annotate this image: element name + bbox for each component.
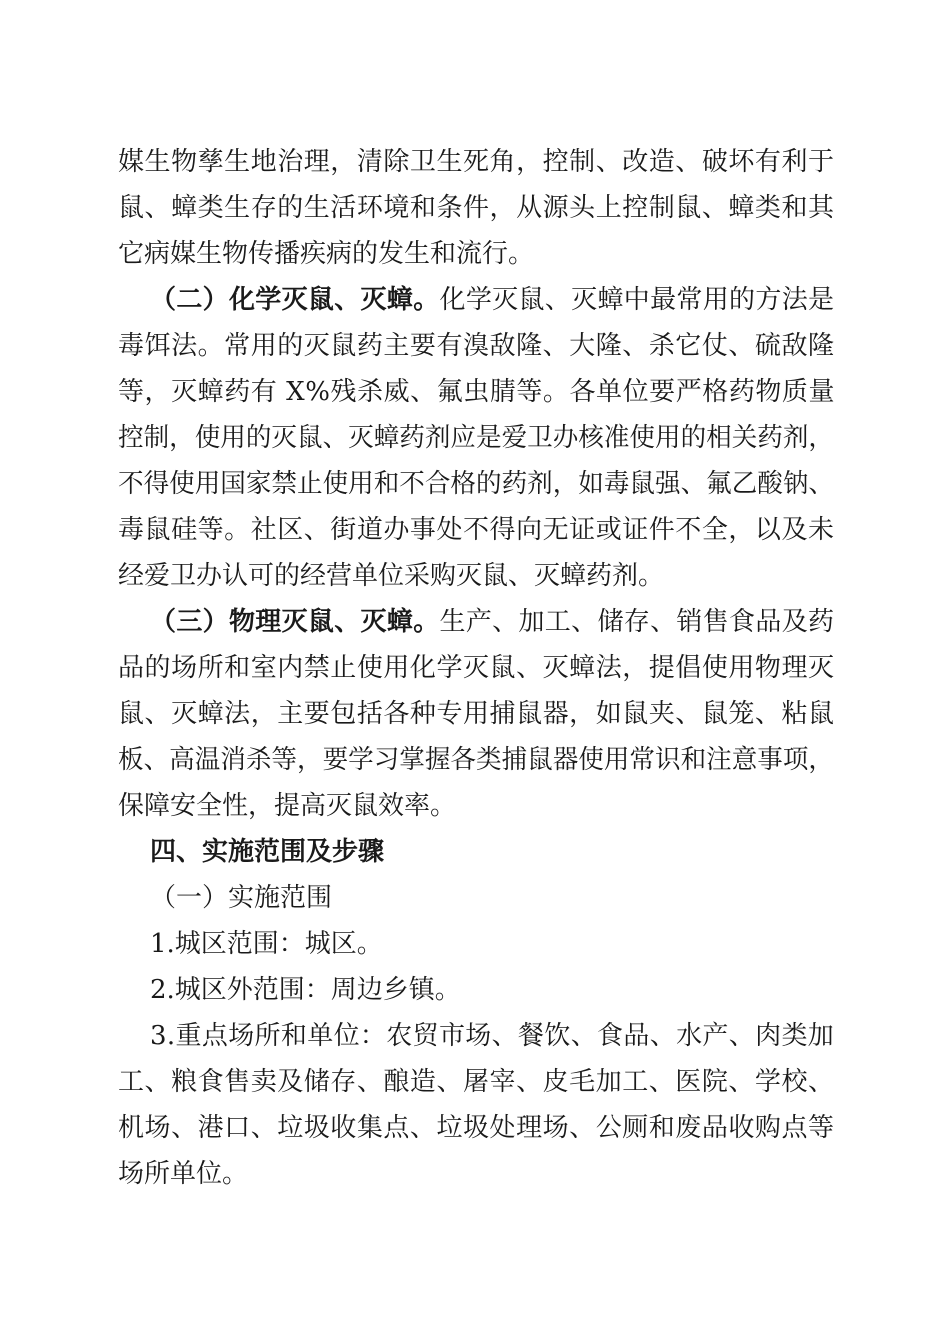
- paragraph-line: 控制，使用的灭鼠、灭蟑药剂应是爱卫办核准使用的相关药剂，: [118, 423, 835, 453]
- paragraph-line: 经爱卫办认可的经营单位采购灭鼠、灭蟑药剂。: [118, 561, 665, 591]
- section3-first-rest: 生产、加工、储存、销售食品及药: [439, 607, 835, 637]
- section3-heading: （三）物理灭鼠、灭蟑。: [150, 607, 440, 637]
- section4-heading: 四、实施范围及步骤: [150, 837, 385, 867]
- paragraph-line: 鼠、蟑类生存的生活环境和条件，从源头上控制鼠、蟑类和其: [118, 193, 835, 223]
- paragraph-line: 板、高温消杀等，要学习掌握各类捕鼠器使用常识和注意事项，: [118, 745, 835, 775]
- section3-first-line: [150, 606, 834, 638]
- list-item: 2.城区外范围：周边乡镇。: [150, 975, 461, 1005]
- list-item: 1.城区范围：城区。: [150, 929, 383, 959]
- paragraph-line: 等，灭蟑药有 X%残杀威、氟虫腈等。各单位要严格药物质量: [118, 377, 836, 407]
- section2-heading: （二）化学灭鼠、灭蟑。: [150, 285, 440, 315]
- paragraph-line: 它病媒生物传播疾病的发生和流行。: [118, 239, 535, 269]
- paragraph-line: 场所单位。: [118, 1159, 249, 1189]
- section2-first-rest: 化学灭鼠、灭蟑中最常用的方法是: [439, 285, 835, 315]
- paragraph-line: 不得使用国家禁止使用和不合格的药剂，如毒鼠强、氟乙酸钠、: [118, 469, 835, 499]
- list-item: 3.重点场所和单位：农贸市场、餐饮、食品、水产、肉类加: [150, 1021, 835, 1051]
- paragraph-line: 毒鼠硅等。社区、街道办事处不得向无证或证件不全，以及未: [118, 515, 835, 545]
- paragraph-line: 媒生物孳生地治理，清除卫生死角，控制、改造、破坏有利于: [118, 147, 835, 177]
- paragraph-line: 毒饵法。常用的灭鼠药主要有溴敌隆、大隆、杀它仗、硫敌隆: [118, 331, 835, 361]
- paragraph-line: 工、粮食售卖及储存、酿造、屠宰、皮毛加工、医院、学校、: [118, 1067, 835, 1097]
- section2-first-line: [150, 284, 834, 316]
- paragraph-line: 鼠、灭蟑法，主要包括各种专用捕鼠器，如鼠夹、鼠笼、粘鼠: [118, 699, 835, 729]
- section4-sub-heading: （一）实施范围: [150, 883, 333, 913]
- paragraph-line: 品的场所和室内禁止使用化学灭鼠、灭蟑法，提倡使用物理灭: [118, 653, 835, 683]
- paragraph-line: 机场、港口、垃圾收集点、垃圾处理场、公厕和废品收购点等: [118, 1113, 835, 1143]
- paragraph-line: 保障安全性，提高灭鼠效率。: [118, 791, 457, 821]
